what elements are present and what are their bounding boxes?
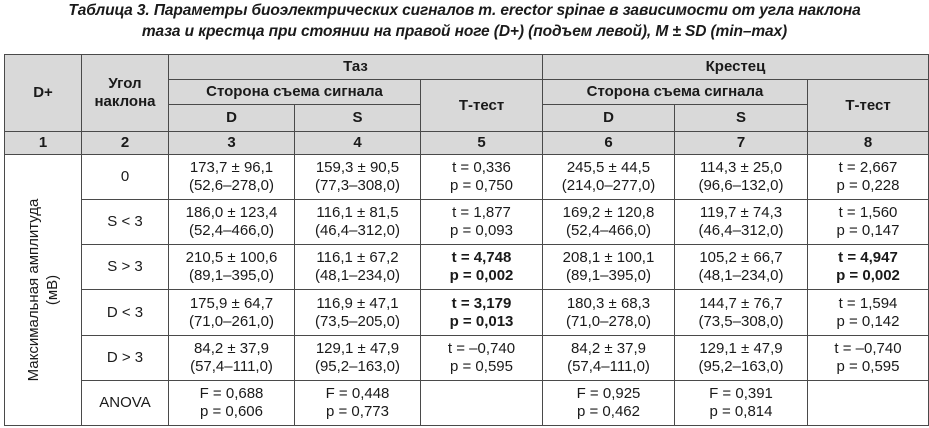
- header-dplus: D+: [5, 55, 82, 132]
- value-cell-c4: [295, 200, 421, 245]
- value-cell-c4: [295, 245, 421, 290]
- value-cell-c4: [295, 380, 421, 425]
- header-sacrum-d: D: [543, 105, 675, 132]
- cell-line-sub: (77,3–308,0): [314, 177, 401, 195]
- angle-cell: ANOVA: [82, 380, 169, 425]
- cell-line-main: 105,2 ± 66,7: [699, 249, 783, 267]
- cell-line-main: 159,3 ± 90,5: [315, 159, 400, 177]
- header-sacrum-ttest: Т-тест: [808, 80, 929, 132]
- table-row: [5, 200, 929, 245]
- value-cell-c6: [543, 290, 675, 335]
- cell-line-sub: (71,0–261,0): [188, 312, 275, 330]
- value-cell-c6: [543, 245, 675, 290]
- value-cell-c8: [808, 290, 929, 335]
- value-cell-c3: [169, 290, 295, 335]
- value-cell-c6: [543, 155, 675, 200]
- cell-line-main: 116,9 ± 47,1: [316, 294, 399, 312]
- header-sacrum-s: S: [675, 105, 808, 132]
- value-cell-c3: [169, 335, 295, 380]
- cell-line-main: 169,2 ± 120,8: [562, 204, 655, 222]
- cell-line-main: 180,3 ± 68,3: [566, 294, 651, 312]
- value-cell-c5: [421, 290, 543, 335]
- cell-line-sub: (46,4–312,0): [698, 222, 784, 240]
- angle-cell: S > 3: [82, 245, 169, 290]
- cell-line-sub: (89,1–395,0): [565, 267, 652, 285]
- cell-line-sub: (52,4–466,0): [565, 222, 652, 240]
- cell-line-main: t = 2,667: [838, 159, 898, 177]
- angle-cell: D > 3: [82, 335, 169, 380]
- cell-line-sub: p = 0,750: [450, 177, 513, 195]
- cell-line-sub: (52,4–466,0): [188, 222, 275, 240]
- cell-line-main: 114,3 ± 25,0: [699, 159, 783, 177]
- col-number: 4: [295, 132, 421, 155]
- angle-cell: D < 3: [82, 290, 169, 335]
- header-pelvis-d: D: [169, 105, 295, 132]
- table-row: [5, 245, 929, 290]
- header-pelvis-s: S: [295, 105, 421, 132]
- cell-line-sub: p = 0,773: [326, 402, 389, 420]
- value-cell-c4: [295, 155, 421, 200]
- col-number: 7: [675, 132, 808, 155]
- cell-line-main: t = 1,594: [838, 294, 898, 312]
- value-cell-c7: [675, 335, 808, 380]
- value-cell-c7: [675, 290, 808, 335]
- cell-line-sub: (96,6–132,0): [698, 177, 784, 195]
- cell-line-main: 208,1 ± 100,1: [562, 249, 655, 267]
- row-group-unit: (мВ): [44, 274, 61, 306]
- row-group-title: Максимальная амплитуда: [25, 198, 42, 382]
- cell-line-sub: (214,0–277,0): [561, 177, 656, 195]
- value-cell-c5: [421, 380, 543, 425]
- cell-line-sub: p = 0,142: [836, 312, 900, 330]
- cell-line-main: t = 0,336: [452, 159, 511, 177]
- cell-line-sub: p = 0,228: [836, 177, 900, 195]
- cell-line-sub: p = 0,814: [709, 402, 773, 420]
- cell-line-sub: (73,5–205,0): [314, 312, 401, 330]
- value-cell-c5: [421, 335, 543, 380]
- table-caption: [0, 0, 929, 42]
- value-cell-c6: [543, 380, 675, 425]
- value-cell-c7: [675, 245, 808, 290]
- header-pelvis-ttest: Т-тест: [421, 80, 543, 132]
- cell-line-sub: (48,1–234,0): [698, 267, 784, 285]
- cell-line-sub: p = 0,013: [449, 312, 514, 330]
- header-pelvis-side: Сторона съема сигнала: [169, 80, 421, 105]
- cell-line-sub: (95,2–163,0): [698, 357, 784, 375]
- value-cell-c4: [295, 290, 421, 335]
- value-cell-c5: [421, 245, 543, 290]
- cell-line-main: t = 1,560: [838, 204, 898, 222]
- value-cell-c8: [808, 380, 929, 425]
- cell-line-sub: p = 0,002: [449, 267, 514, 285]
- cell-line-sub: (95,2–163,0): [314, 357, 401, 375]
- header-angle: Угол наклона: [82, 55, 169, 132]
- cell-line-sub: p = 0,462: [577, 402, 640, 420]
- col-number: 8: [808, 132, 929, 155]
- cell-line-sub: (48,1–234,0): [314, 267, 401, 285]
- value-cell-c4: [295, 335, 421, 380]
- cell-line-sub: p = 0,606: [200, 402, 263, 420]
- cell-line-main: 245,5 ± 44,5: [566, 159, 651, 177]
- col-number: 5: [421, 132, 543, 155]
- col-number: 6: [543, 132, 675, 155]
- cell-line-sub: (46,4–312,0): [314, 222, 401, 240]
- cell-line-main: F = 0,688: [199, 384, 264, 402]
- header-sacrum: Крестец: [543, 55, 929, 80]
- cell-line-sub: p = 0,595: [836, 357, 900, 375]
- cell-line-main: t = 3,179: [451, 294, 512, 312]
- cell-line-main: 210,5 ± 100,6: [185, 249, 278, 267]
- caption-line-1: Таблица 3. Параметры биоэлектрических сигналов m. erector spinae в зависимости от угла наклона: [68, 2, 861, 19]
- table-row: [5, 155, 929, 200]
- cell-line-main: 116,1 ± 81,5: [316, 204, 399, 222]
- cell-line-main: t = 4,748: [451, 249, 512, 267]
- value-cell-c6: [543, 335, 675, 380]
- value-cell-c8: [808, 245, 929, 290]
- cell-line-sub: (73,5–308,0): [698, 312, 784, 330]
- cell-line-main: 175,9 ± 64,7: [189, 294, 274, 312]
- row-group-label: [5, 155, 82, 426]
- cell-line-main: F = 0,448: [325, 384, 390, 402]
- header-pelvis: Таз: [169, 55, 543, 80]
- cell-line-sub: (52,6–278,0): [188, 177, 275, 195]
- value-cell-c8: [808, 155, 929, 200]
- cell-line-main: t = –0,740: [447, 339, 516, 357]
- caption-line-2: таза и крестца при стоянии на правой ноге (D+) (подъем левой), M ± SD (min–max): [141, 23, 788, 40]
- value-cell-c3: [169, 155, 295, 200]
- value-cell-c7: [675, 155, 808, 200]
- value-cell-c7: [675, 200, 808, 245]
- col-number: 1: [5, 132, 82, 155]
- cell-line-main: 129,1 ± 47,9: [315, 339, 400, 357]
- cell-line-main: t = 4,947: [838, 249, 898, 267]
- cell-line-sub: (57,4–111,0): [190, 357, 273, 375]
- cell-line-main: 186,0 ± 123,4: [185, 204, 278, 222]
- cell-line-main: F = 0,925: [576, 384, 641, 402]
- cell-line-main: 173,7 ± 96,1: [189, 159, 274, 177]
- value-cell-c3: [169, 245, 295, 290]
- cell-line-main: 84,2 ± 37,9: [194, 339, 269, 357]
- cell-line-sub: (57,4–111,0): [567, 357, 650, 375]
- col-number: 2: [82, 132, 169, 155]
- cell-line-main: F = 0,391: [709, 384, 773, 402]
- cell-line-main: t = –0,740: [834, 339, 902, 357]
- cell-line-main: 84,2 ± 37,9: [571, 339, 646, 357]
- col-number: 3: [169, 132, 295, 155]
- value-cell-c8: [808, 200, 929, 245]
- value-cell-c6: [543, 200, 675, 245]
- cell-line-sub: (89,1–395,0): [188, 267, 275, 285]
- value-cell-c5: [421, 155, 543, 200]
- value-cell-c3: [169, 200, 295, 245]
- table-row: [5, 380, 929, 425]
- value-cell-c5: [421, 200, 543, 245]
- cell-line-sub: p = 0,147: [836, 222, 900, 240]
- angle-cell: 0: [82, 155, 169, 200]
- cell-line-main: 119,7 ± 74,3: [699, 204, 783, 222]
- cell-line-sub: p = 0,002: [836, 267, 900, 285]
- value-cell-c7: [675, 380, 808, 425]
- cell-line-sub: (71,0–278,0): [565, 312, 652, 330]
- cell-line-sub: p = 0,595: [450, 357, 513, 375]
- angle-cell: S < 3: [82, 200, 169, 245]
- table-row: [5, 290, 929, 335]
- value-cell-c3: [169, 380, 295, 425]
- cell-line-main: t = 1,877: [452, 204, 511, 222]
- cell-line-main: 129,1 ± 47,9: [699, 339, 783, 357]
- cell-line-sub: p = 0,093: [450, 222, 513, 240]
- header-sacrum-side: Сторона съема сигнала: [543, 80, 808, 105]
- cell-line-main: 144,7 ± 76,7: [699, 294, 783, 312]
- value-cell-c8: [808, 335, 929, 380]
- table-row: [5, 335, 929, 380]
- cell-line-main: 116,1 ± 67,2: [316, 249, 399, 267]
- data-table: [4, 54, 929, 426]
